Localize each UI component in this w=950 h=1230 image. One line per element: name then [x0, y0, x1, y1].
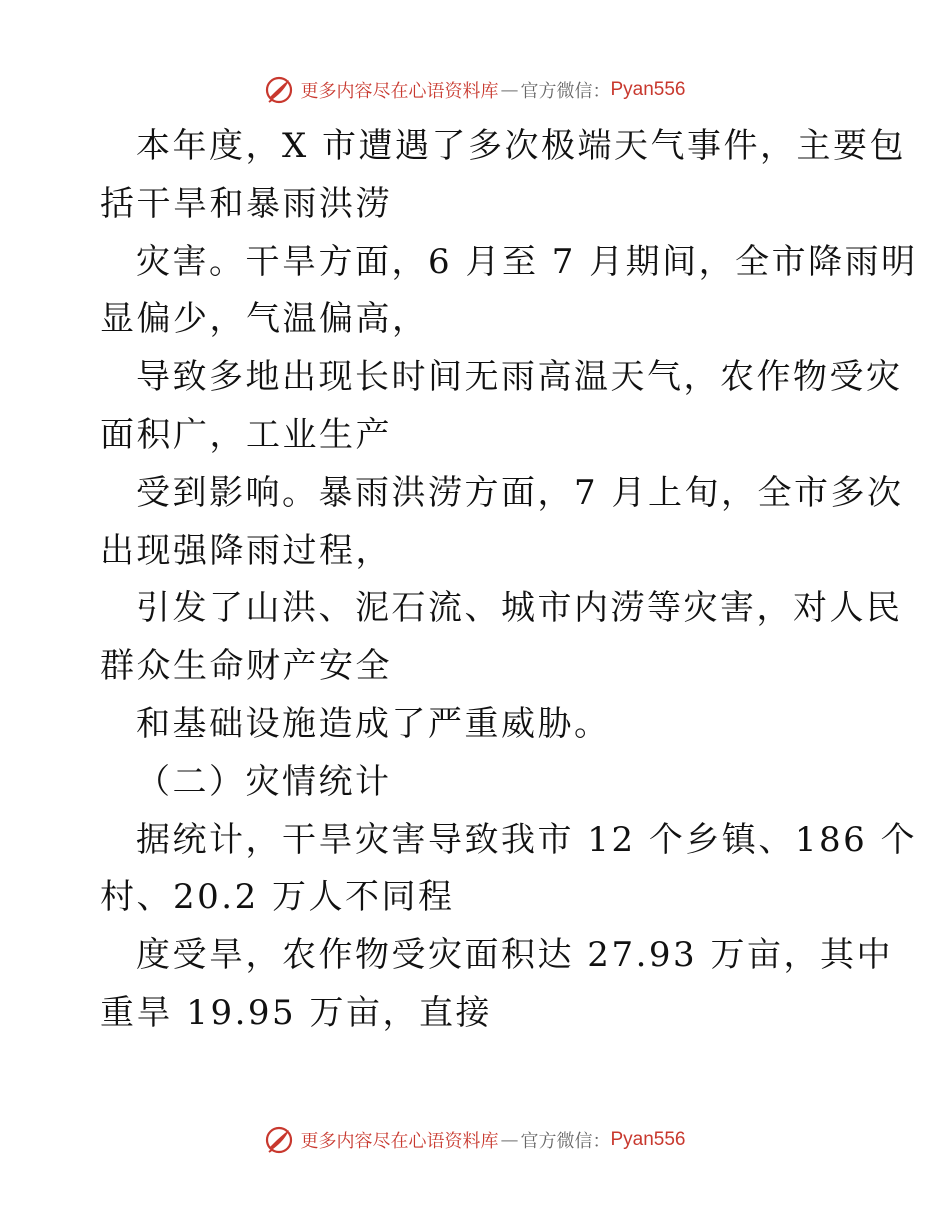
body-line: 引发了山洪、泥石流、城市内涝等灾害，对人民	[136, 588, 903, 629]
body-line: 村、20.2 万人不同程	[100, 877, 455, 918]
body-line: 显偏少，气温偏高，	[100, 299, 429, 340]
watermark-header	[0, 70, 950, 110]
body-line: 群众生命财产安全	[100, 646, 392, 687]
section-heading: （二）灾情统计	[136, 761, 392, 802]
body-line: 出现强降雨过程，	[100, 530, 392, 571]
body-line: 和基础设施造成了严重威胁。	[136, 703, 611, 744]
watermark-wechat-id: Pyan556	[610, 79, 686, 100]
watermark-separator: —	[500, 1129, 519, 1151]
watermark-text: 更多内容尽在心语资料库	[300, 81, 499, 102]
watermark-wechat-label: 官方微信：	[520, 81, 611, 102]
watermark-text: 更多内容尽在心语资料库	[300, 1131, 499, 1152]
body-line: 本年度，X 市遭遇了多次极端天气事件，主要包	[136, 126, 907, 166]
body-line: 度受旱，农作物受灾面积达 27.93 万亩，其中	[136, 935, 893, 976]
body-line: 灾害。干旱方面，6 月至 7 月期间，全市降雨明	[136, 241, 918, 282]
document-body	[100, 118, 918, 1043]
body-line: 受到影响。暴雨洪涝方面，7 月上旬，全市多次	[136, 472, 904, 513]
watermark-wechat-id: Pyan556	[610, 1129, 686, 1150]
watermark-separator: —	[500, 79, 519, 101]
body-line: 导致多地出现长时间无雨高温天气，农作物受灾	[136, 357, 903, 398]
watermark-footer	[0, 1120, 950, 1160]
body-line: 括干旱和暴雨洪涝	[100, 183, 392, 224]
watermark-wechat-label: 官方微信：	[520, 1131, 611, 1152]
body-line: 面积广，工业生产	[100, 414, 392, 455]
body-line: 重旱 19.95 万亩，直接	[100, 992, 492, 1033]
quill-logo-icon	[264, 75, 294, 105]
quill-logo-icon	[264, 1125, 294, 1155]
body-line: 据统计，干旱灾害导致我市 12 个乡镇、186 个	[136, 819, 918, 860]
